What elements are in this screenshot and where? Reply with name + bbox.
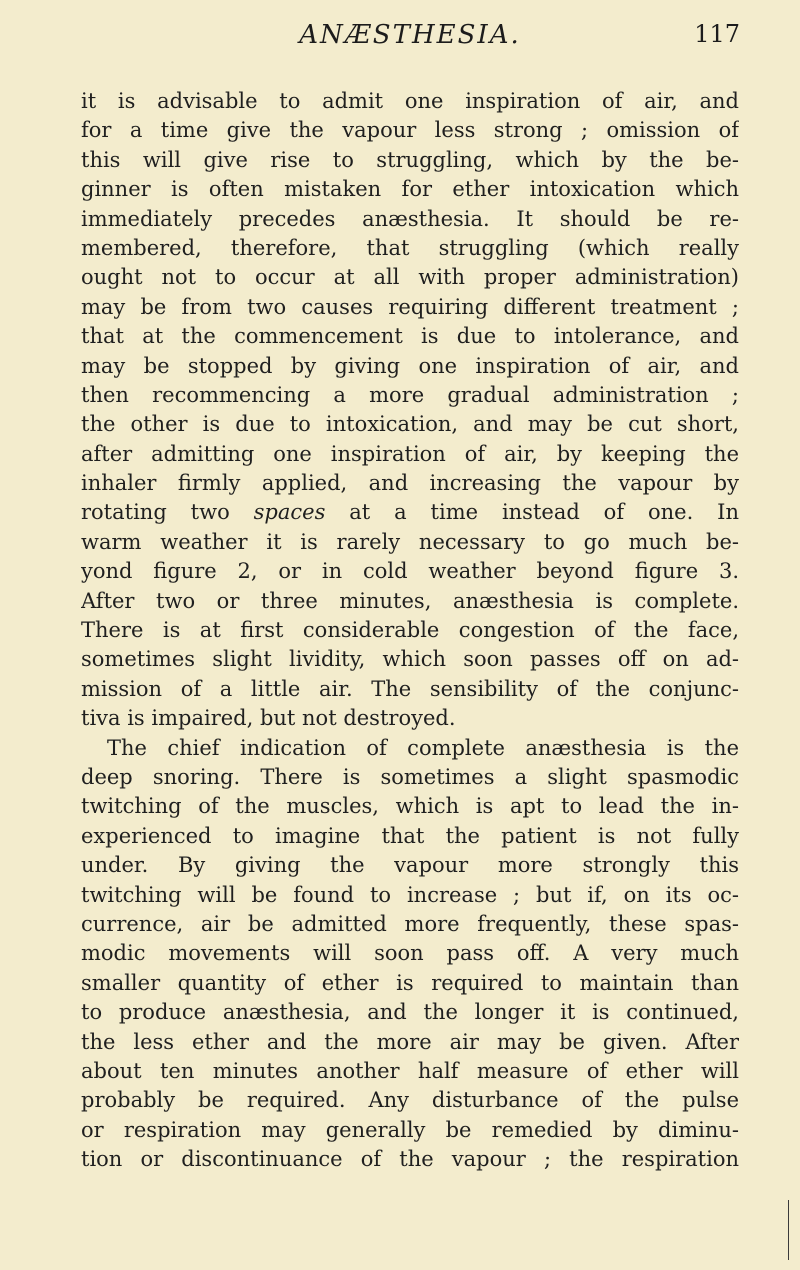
text-line: membered, therefore, that struggling (which really: [81, 235, 739, 260]
text-line: or respiration may generally be remedied by diminu-: [81, 1117, 739, 1142]
text-line: then recommencing a more gradual administration ;: [81, 382, 739, 407]
text-line: yond figure 2, or in cold weather beyond figure 3.: [81, 559, 739, 584]
text-line: After two or three minutes, anæsthesia is complete.: [81, 588, 739, 613]
text-line: about ten minutes another half measure of ether will: [81, 1058, 739, 1083]
text-line: immediately precedes anæsthesia. It should be re-: [81, 206, 739, 231]
text-line: that at the commencement is due to intolerance, and: [81, 324, 739, 349]
running-head: ANÆSTHESIA.: [299, 20, 521, 50]
text-line: for a time give the vapour less strong ; omission of: [81, 118, 739, 143]
text-line: after admitting one inspiration of air, by keeping the: [81, 441, 739, 466]
text-line: modic movements will soon pass off. A very much: [81, 941, 739, 966]
text-line: deep snoring. There is sometimes a slight spasmodic: [81, 764, 739, 789]
text-line: under. By giving the vapour more strongly this: [81, 853, 739, 878]
text-line: twitching will be found to increase ; but if, on its oc-: [81, 882, 739, 907]
text-line: ought not to occur at all with proper administration): [81, 265, 739, 290]
text-line: The chief indication of complete anæsthesia is the: [107, 735, 739, 760]
body-text: [81, 87, 739, 1174]
emphasis-word: spaces: [253, 500, 326, 525]
text-line: the other is due to intoxication, and may be cut short,: [81, 412, 739, 437]
text-line: the less ether and the more air may be given. After: [81, 1029, 739, 1054]
text-line: ginner is often mistaken for ether intoxication which: [81, 177, 739, 202]
text-line: probably be required. Any disturbance of the pulse: [81, 1088, 739, 1113]
text-line: smaller quantity of ether is required to maintain than: [81, 970, 739, 995]
text-fragment: at a time instead of one. In: [349, 500, 739, 525]
text-line: tion or discontinuance of the vapour ; the respiration: [81, 1147, 739, 1172]
text-line: inhaler firmly applied, and increasing the vapour by: [81, 471, 739, 496]
page-number: 117: [694, 20, 740, 48]
text-line: may be from two causes requiring different treatment ;: [81, 294, 739, 319]
text-line: sometimes slight lividity, which soon passes off on ad-: [81, 647, 739, 672]
text-line-with-emphasis: [81, 498, 739, 527]
text-line: warm weather it is rarely necessary to go much be-: [81, 529, 739, 554]
text-line: to produce anæsthesia, and the longer it is continued,: [81, 1000, 739, 1025]
text-line: this will give rise to struggling, which by the be-: [81, 147, 739, 172]
text-line: twitching of the muscles, which is apt to lead the in-: [81, 794, 739, 819]
text-line: currence, air be admitted more frequently, these spas-: [81, 911, 739, 936]
text-line: it is advisable to admit one inspiration of air, and: [81, 89, 739, 113]
page-header: [80, 20, 740, 70]
page-edge-mark: [788, 1200, 789, 1260]
text-line: experienced to imagine that the patient is not fully: [81, 823, 739, 848]
text-line: There is at first considerable congestion of the face,: [81, 618, 739, 643]
text-fragment: rotating two: [81, 500, 230, 525]
text-line: may be stopped by giving one inspiration of air, and: [81, 353, 739, 378]
text-line: mission of a little air. The sensibility of the conjunc-: [81, 676, 739, 701]
text-line: tiva is impaired, but not destroyed.: [81, 706, 456, 731]
